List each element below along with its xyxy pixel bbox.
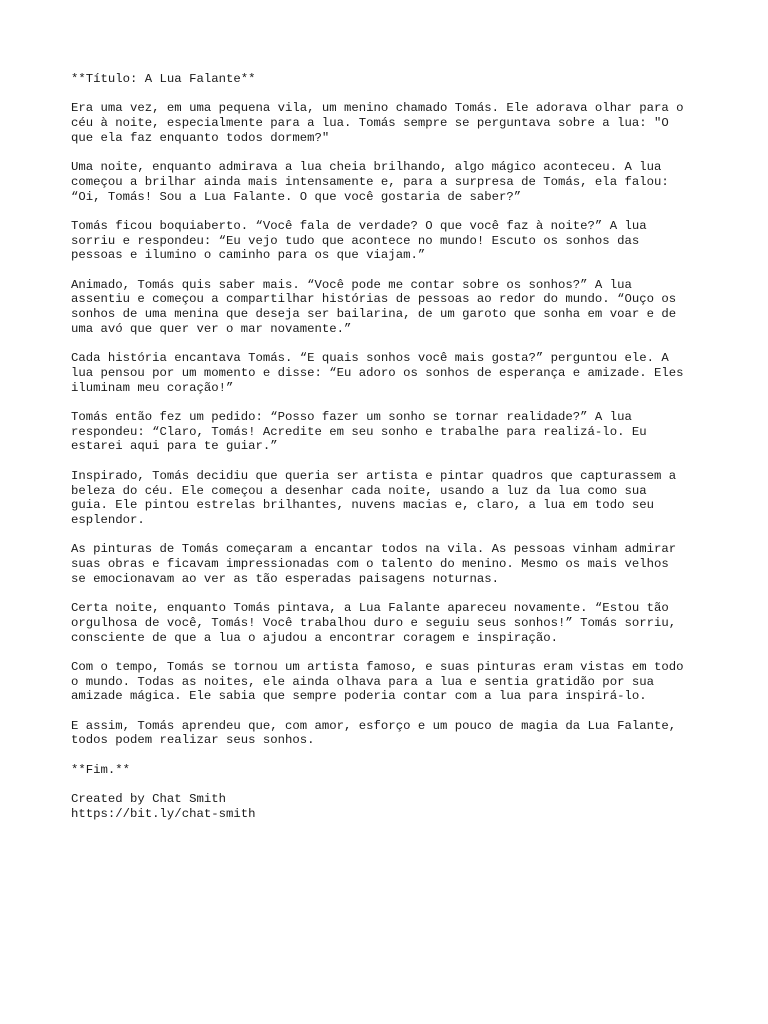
document-page <box>71 72 711 822</box>
credit-text: Created by Chat Smith <box>71 792 226 807</box>
story-paragraph: Uma noite, enquanto admirava a lua cheia brilhando, algo mágico aconteceu. A lua começou a brilhar ainda mais intensamente e, para a surpresa de Tomás, ela falou: “Oi, Tomás! Sou a Lua Falante. O que você gostaria de saber?” <box>71 160 669 204</box>
story-paragraph: Cada história encantava Tomás. “E quais sonhos você mais gosta?” perguntou ele. A lua pensou por um momento e disse: “Eu adoro os sonhos de esperança e amizade. Eles iluminam meu coração!” <box>71 351 684 395</box>
footer <box>71 792 711 821</box>
end-marker: **Fim.** <box>71 762 131 777</box>
story-paragraph: E assim, Tomás aprendeu que, com amor, esforço e um pouco de magia da Lua Falante, todos podem realizar seus sonhos. <box>71 718 677 748</box>
story-paragraph: As pinturas de Tomás começaram a encantar todos na vila. As pessoas vinham admirar suas obras e ficavam impressionadas com o talento do menino. Mesmo os mais velhos se emocionavam ao ver as tão esperadas paisagens noturnas. <box>71 542 677 586</box>
story-paragraph: Com o tempo, Tomás se tornou um artista famoso, e suas pinturas eram vistas em todo o mundo. Todas as noites, ele ainda olhava para a lua e sentia gratidão por sua amizade mágica. Ele sabia que sempre poderia contar com a lua para inspirá-lo. <box>71 659 684 704</box>
document-title: **Título: A Lua Falante** <box>71 72 256 86</box>
story-paragraph: Animado, Tomás quis saber mais. “Você pode me contar sobre os sonhos?” A lua assentiu e começou a compartilhar histórias de pessoas ao redor do mundo. “Ouço os sonhos de uma menina que deseja ser bailarina, de um garoto que sonha em voar e de uma avó que quer ver o mar novamente.” <box>71 277 677 336</box>
story-paragraph: Certa noite, enquanto Tomás pintava, a Lua Falante apareceu novamente. “Estou tão orgulhosa de você, Tomás! Você trabalhou duro e seguiu seus sonhos!” Tomás sorriu, consciente de que a lua o ajudou a encontrar coragem e inspiração. <box>71 601 677 645</box>
story-paragraph: Tomás ficou boquiaberto. “Você fala de verdade? O que você faz à noite?” A lua sorriu e respondeu: “Eu vejo tudo que acontece no mundo! Escuto os sonhos das pessoas e ilumino o caminho para os que viajam.” <box>71 218 647 263</box>
story-paragraph: Tomás então fez um pedido: “Posso fazer um sonho se tornar realidade?” A lua respondeu: “Claro, Tomás! Acredite em seu sonho e trabalhe para realizá-lo. Eu estarei aqui para te guiar.” <box>71 410 647 454</box>
story-paragraph: Inspirado, Tomás decidiu que queria ser artista e pintar quadros que capturassem a beleza do céu. Ele começou a desenhar cada noite, usando a luz da lua como sua guia. Ele pintou estrelas brilhantes, nuvens macias e, claro, a lua em todo seu esplendor. <box>71 468 677 527</box>
credit-link: https://bit.ly/chat-smith <box>71 806 256 821</box>
story-paragraph: Era uma vez, em uma pequena vila, um menino chamado Tomás. Ele adorava olhar para o céu à noite, especialmente para a lua. Tomás sempre se perguntava sobre a lua: "O que ela faz enquanto todos dormem?" <box>71 101 684 145</box>
